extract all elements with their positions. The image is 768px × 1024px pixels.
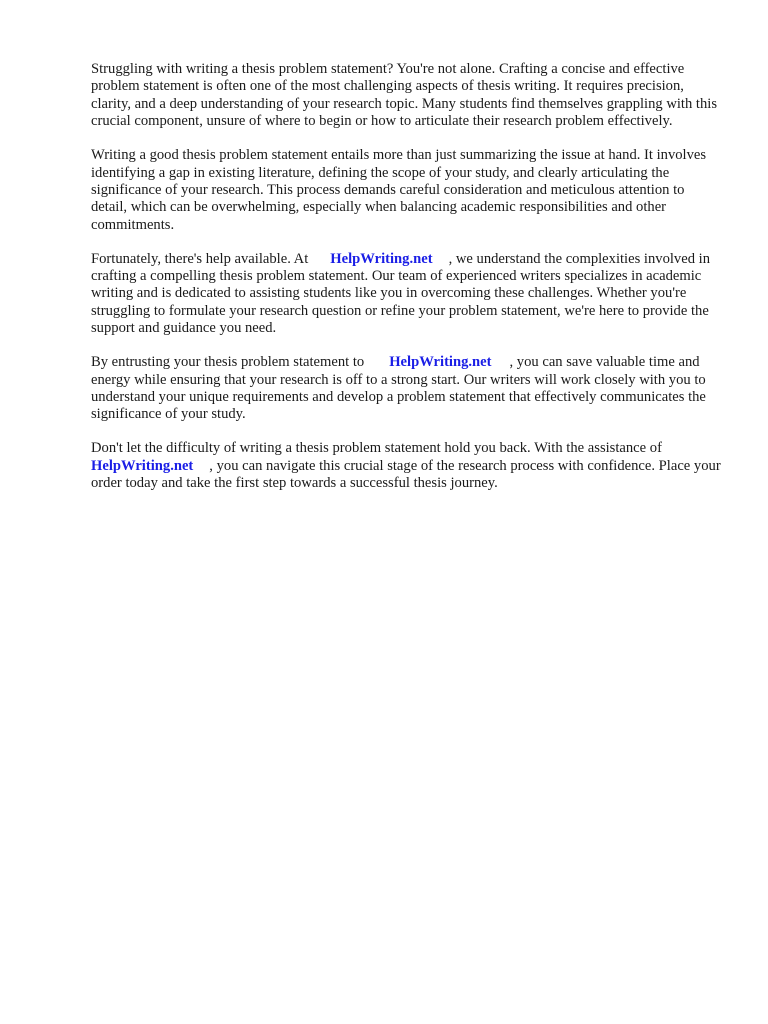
paragraph-intro-text: Struggling with writing a thesis problem statement? You're not alone. Crafting a concise and effective problem statement is often one of the most challenging aspects of thesis writing. It requires precision, clarity, and a deep understanding of your research topic. Many students find themselves grappling with this crucial component, unsure of where to begin or how to articulate their research problem effectively. — [91, 61, 718, 130]
helpwriting-link-3[interactable]: HelpWriting.net — [91, 457, 194, 474]
paragraph-closing-lead: Don't let the difficulty of writing a thesis problem statement hold you back. With the assistance of — [91, 440, 662, 457]
paragraph-requirements — [91, 147, 721, 234]
document-body — [91, 61, 721, 509]
paragraph-help-available — [91, 251, 721, 338]
paragraph-help-available-lead: Fortunately, there's help available. At — [91, 250, 309, 267]
paragraph-intro — [91, 61, 721, 131]
helpwriting-link-1[interactable]: HelpWriting.net — [330, 250, 433, 267]
paragraph-requirements-text: Writing a good thesis problem statement entails more than just summarizing the issue at hand. It involves identifying a gap in existing literature, defining the scope of your study, and clearly articulating the significance of your research. This process demands careful consideration and meticulous attention to detail, which can be overwhelming, especially when balancing academic responsibilities and other commitments. — [91, 147, 707, 233]
paragraph-entrust — [91, 354, 721, 424]
paragraph-entrust-lead: By entrusting your thesis problem statement to — [91, 354, 365, 371]
paragraph-help-available-rest: , we understand the complexities involved in crafting a compelling thesis problem statement. Our team of experienced writers specializes in academic writing and is dedicated to assisting students like you in overcoming these challenges. Whether you're struggling to formulate your research question or refine your problem statement, we're here to provide the support and guidance you need. — [91, 250, 710, 337]
paragraph-closing — [91, 440, 721, 492]
helpwriting-link-2[interactable]: HelpWriting.net — [389, 354, 492, 371]
paragraph-closing-rest: , you can navigate this crucial stage of the research process with confidence. Place your order today and take the first step towards a successful thesis journey. — [91, 457, 721, 492]
paragraph-entrust-rest: , you can save valuable time and energy while ensuring that your research is off to a strong start. Our writers will work closely with you to understand your unique requirements and develop a problem statement that effectively communicates the significance of your study. — [91, 354, 706, 423]
